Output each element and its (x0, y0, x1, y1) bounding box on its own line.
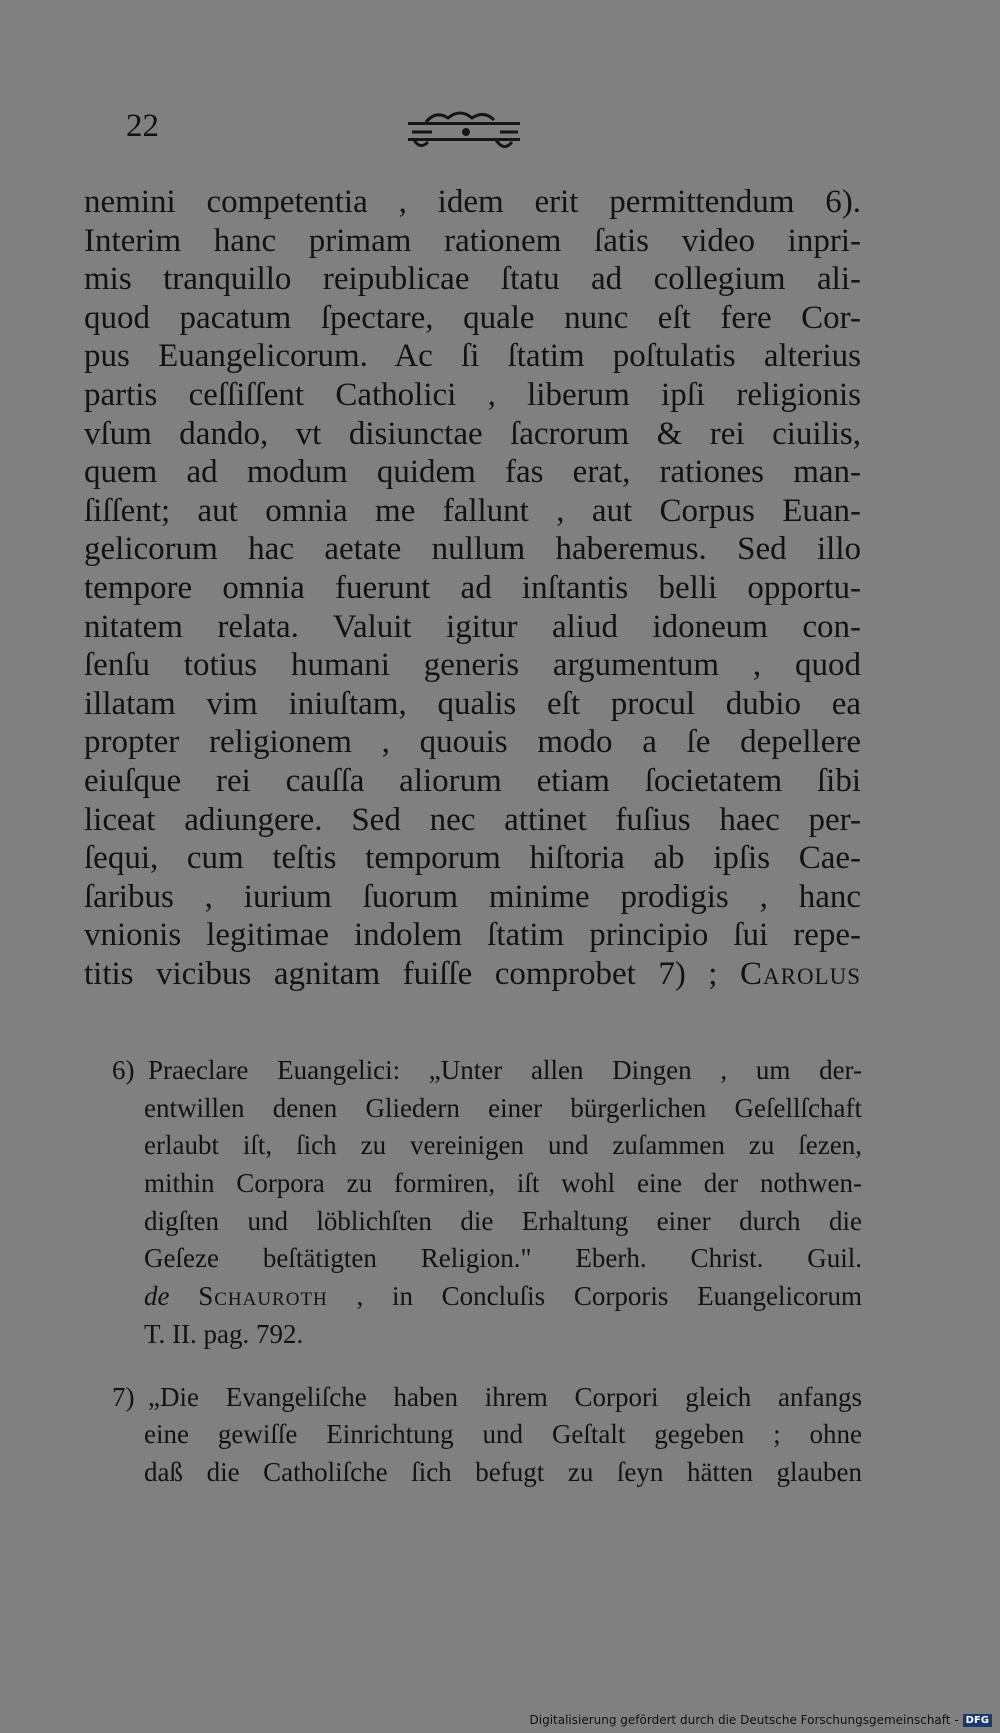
footer-text: Digitalisierung gefördert durch die Deutsche Forschungsgemeinschaft - (529, 1713, 959, 1727)
catchword: Carolus (739, 955, 862, 992)
text-line: partis ceſſiſſent Catholici , liberum ipſi religionis (84, 376, 861, 413)
footnotes (112, 1052, 862, 1492)
footnote-rest: , in Concluſis Corporis Euangelicorum (356, 1281, 863, 1312)
footnote-line: Praeclare Euangelici: „Unter allen Dingen , um der- (148, 1055, 862, 1085)
text-line: Interim hanc primam rationem ſatis video inpri- (84, 222, 861, 259)
text-line: pus Euangelicorum. Ac ſi ſtatim poſtulatis alterius (84, 338, 861, 375)
text-line: tempore omnia fuerunt ad inſtantis belli opportu- (84, 569, 861, 606)
text-line: quem ad modum quidem fas erat, rationes man- (84, 454, 861, 491)
digitization-footer (530, 1713, 993, 1727)
text-line: liceat adiungere. Sed nec attinet fuſius haec per- (84, 801, 861, 838)
footnote-line: mithin Corpora zu formiren, iſt wohl eine der nothwen- (144, 1168, 862, 1199)
footnote-line: digſten und löblichſten die Erhaltung einer durch die (144, 1205, 862, 1236)
text-line-last-main: titis vicibus agnitam fuiſſe comprobet 7) ; (84, 955, 718, 992)
dfg-logo-icon: DFG (963, 1714, 992, 1727)
text-line: gelicorum hac aetate nullum haberemus. Sed illo (84, 531, 861, 568)
text-line: eiuſque rei cauſſa aliorum etiam ſocietatem ſibi (84, 762, 861, 799)
footnote-line: „Die Evangeliſche haben ihrem Corpori gleich anfangs (148, 1381, 862, 1412)
text-line: ſequi, cum teſtis temporum hiſtoria ab ipſis Cae- (84, 840, 861, 877)
text-line: ſiſſent; aut omnia me fallunt , aut Corpus Euan- (84, 492, 861, 529)
footnote-line: T. II. pag. 792. (144, 1318, 304, 1349)
footnote-line (112, 1278, 862, 1316)
text-line: quod pacatum ſpectare, quale nunc eſt fere Cor- (84, 299, 861, 336)
footnote-marker: 7) (112, 1381, 135, 1412)
page-number: 22 (126, 108, 159, 144)
text-line: nitatem relata. Valuit igitur aliud idoneum con- (84, 608, 861, 645)
footnote-6 (112, 1052, 862, 1354)
text-line: ſenſu totius humani generis argumentum , quod (84, 647, 861, 684)
text-line: vſum dando, vt disiunctae ſacrorum & rei ciuilis, (84, 415, 861, 452)
footnote-marker: 6) (112, 1055, 135, 1085)
footnote-line: Geſeze beſtätigten Religion." Eberh. Christ. Guil. (144, 1243, 862, 1274)
footnote-line: entwillen denen Gliedern einer bürgerlichen Geſellſchaft (144, 1092, 862, 1123)
text-line: vnionis legitimae indolem ſtatim principio ſui repe- (84, 917, 861, 954)
text-line: ſaribus , iurium ſuorum minime prodigis , hanc (84, 878, 861, 915)
text-line: illatam vim iniuſtam, qualis eſt procul dubio ea (84, 685, 861, 722)
printer-ornament-icon (406, 110, 524, 156)
footnote-line: erlaubt iſt, ſich zu vereinigen und zuſammen zu ſezen, (144, 1130, 862, 1161)
page-header (126, 108, 526, 158)
text-line: propter religionem , quouis modo a ſe depellere (84, 724, 861, 761)
author-name: Schauroth (198, 1281, 328, 1312)
text-line: mis tranquillo reipublicae ſtatu ad collegium ali- (84, 261, 861, 298)
footnote-7 (112, 1379, 862, 1492)
text-line-last (84, 955, 861, 994)
footnote-line: daß die Catholiſche ſich befugt zu ſeyn hätten glauben (144, 1456, 862, 1487)
footnote-line: eine gewiſſe Einrichtung und Geſtalt gegeben ; ohne (144, 1419, 862, 1450)
footnote-de: de (144, 1281, 170, 1312)
text-line: nemini competentia , idem erit permittendum 6). (84, 184, 861, 220)
main-text (84, 183, 861, 993)
